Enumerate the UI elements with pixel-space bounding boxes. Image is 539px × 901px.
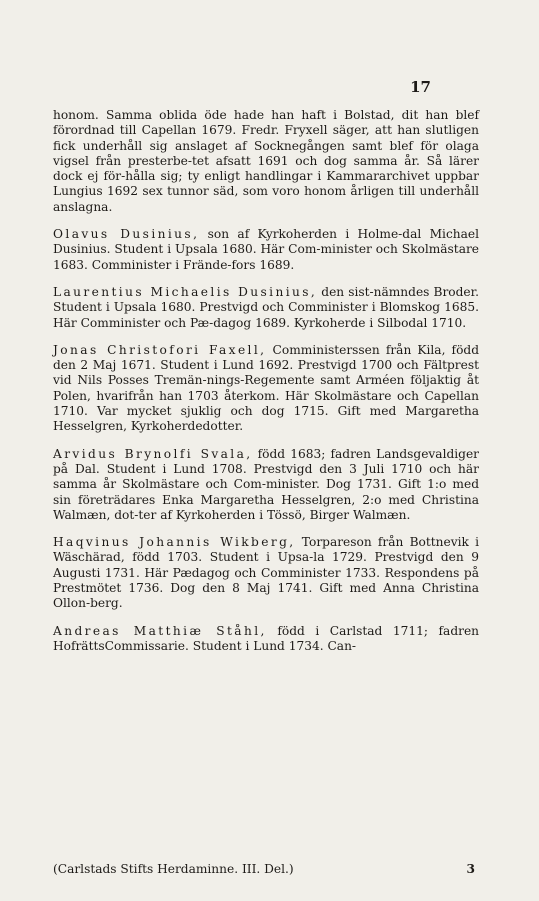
paragraph-laurentius-dusinius (53, 285, 479, 331)
paragraph-text: född 1683; fadren Landsgevaldiger på Dal. Student i Lund 1708. Prestvigd den 3 Juli 1710 och här samma år Skolmästare och Com-minister. Dog 1731. Gift 1:o med sin företrädares Enka Margaretha Hesselgren, 2:o med Christina Walmæn, dot-ter af Kyrkoherden i Tössö, Birger Walmæn. (53, 446, 480, 522)
footer-title: (Carlstads Stifts Herdaminne. III. Del.) (53, 862, 294, 876)
paragraph-jonas-faxell (53, 343, 479, 435)
person-name: Arvidus Brynolfi Svala, (53, 446, 253, 461)
paragraph-lungius (53, 108, 479, 215)
paragraph-text: Comministerssen från Kila, född den 2 Maj 1671. Student i Lund 1692. Prestvigd 1700 och Fältprest vid Nils Posses Tremän-nings-Regemente samt Arméen följaktig åt Polen, hvarifrån han 1703 återkom. Här Skolmästare och Capellan 1710. Var mycket sjuklig och dog 1715. Gift med Margaretha Hesselgren, Kyrkoherdedotter. (53, 342, 480, 434)
person-name: Olavus Dusinius, (53, 227, 200, 242)
person-name: Jonas Christofori Faxell, (53, 342, 267, 357)
paragraph-text: honom. Samma oblida öde hade han haft i Bolstad, dit han blef förordnad till Capellan 1679. Fredr. Fryxell säger, att han slutligen fick underhåll sig anslaget af Socknegången samt blef för olaga vigsel från presterbe-tet afsatt 1691 och dog samma år. Så lärer dock ej för-hålla sig; ty enligt handlingar i Kammararchivet uppbar Lungius 1692 sex tunnor säd, som voro honom årligen till underhåll anslagna. (53, 108, 479, 214)
paragraph-haqvinus-wikberg (53, 535, 479, 611)
person-name: Laurentius Michaelis Dusinius, (53, 284, 318, 299)
paragraph-arvidus-svala (53, 447, 479, 523)
page-number: 17 (410, 78, 431, 96)
signature-mark: 3 (466, 862, 475, 876)
paragraph-text: den sist-nämndes Broder. Student i Upsala 1680. Prestvigd och Comminister i Blomskog 1685. Här Comminister och Pæ-dagog 1689. Kyrkoherde i Silbodal 1710. (53, 284, 479, 330)
paragraph-olavus-dusinius (53, 227, 479, 273)
paragraph-andreas-stahl (53, 624, 479, 655)
person-name: Haqvinus Johannis Wikberg, (53, 535, 296, 550)
body-text (53, 108, 479, 654)
paragraph-text: son af Kyrkoherden i Holme-dal Michael Dusinius. Student i Upsala 1680. Här Com-minister och Skolmästare 1683. Comminister i Frände-fors 1689. (53, 227, 479, 272)
page-footer (53, 862, 479, 877)
paragraph-text: född i Carlstad 1711; fadren HofrättsCommissarie. Student i Lund 1734. Can- (53, 623, 480, 653)
paragraph-text: Torpareson från Bottnevik i Wäschärad, född 1703. Student i Upsa-la 1729. Prestvigd den 9 Augusti 1731. Här Pædagog och Comminister 1733. Respondens på Prestmötet 1736. Dog den 8 Maj 1741. Gift med Anna Christina Ollon-berg. (53, 535, 480, 611)
person-name: Andreas Matthiæ Ståhl, (53, 623, 267, 638)
